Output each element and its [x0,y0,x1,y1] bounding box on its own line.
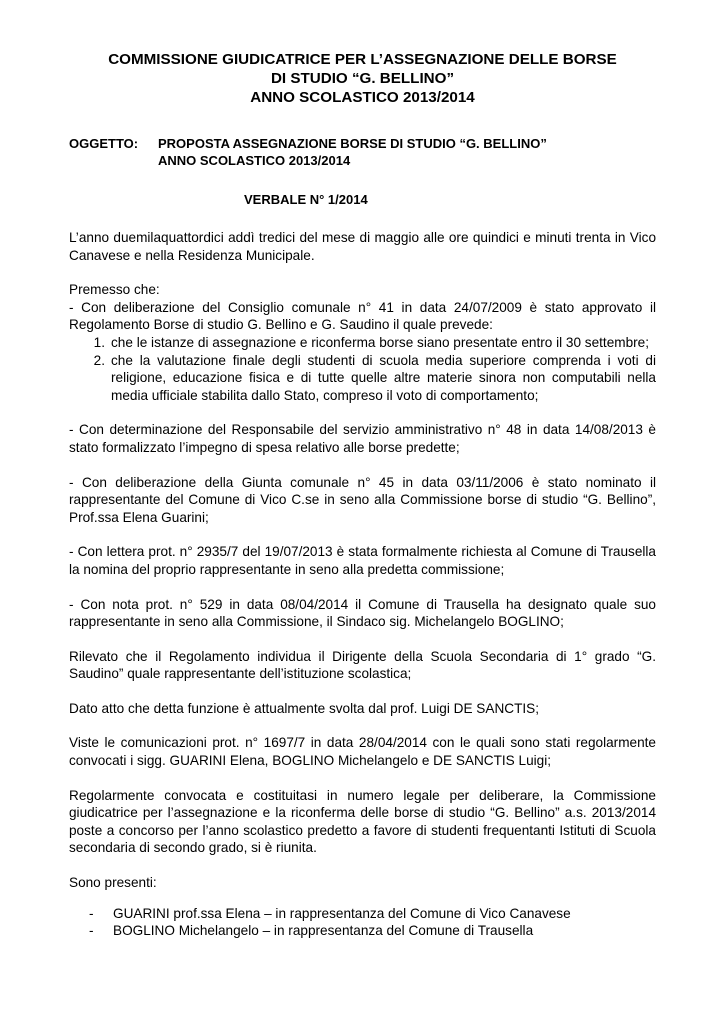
regolarmente-paragraph: Regolarmente convocata e costituitasi in numero legale per deliberare, la Commissione giudicatrice per l’assegnazione e la riconferma delle borse di studio “G. Bellino” a.s. 2013/2014 poste a concorso per l’anno scolastico predetto a favore di studenti frequentanti Istituti di Scuola secondaria di secondo grado, si è riunita. [69,787,656,856]
subject-text [158,135,547,169]
list-item [69,922,656,940]
list-text: che le istanze di assegnazione e riconferma borse siano presentate entro il 30 settembre; [111,334,650,350]
list-item [69,352,656,405]
subject-label: OGGETTO: [69,136,139,151]
list-item [69,334,656,352]
premesso-paragraph: - Con deliberazione del Consiglio comunale n° 41 in data 24/07/2009 è stato approvato il Regolamento Borse di studio G. Bellino e G. Saudino il quale prevede: [69,299,656,333]
list-dash: - [89,923,94,939]
viste-paragraph: Viste le comunicazioni prot. n° 1697/7 in data 28/04/2014 con le quali sono stati regolarmente convocati i sigg. GUARINI Elena, BOGLINO Michelangelo e DE SANCTIS Luigi; [69,735,656,769]
dato-atto-paragraph: Dato atto che detta funzione è attualmente svolta dal prof. Luigi DE SANCTIS; [69,700,539,716]
list-number: 1. [93,334,105,350]
nota-paragraph: - Con nota prot. n° 529 in data 08/04/2014 il Comune di Trausella ha designato quale suo rappresentante in seno alla Commissione, il Sindaco sig. Michelangelo BOGLINO; [69,596,656,630]
determinazione-paragraph: - Con determinazione del Responsabile del servizio amministrativo n° 48 in data 14/08/2013 è stato formalizzato l’impegno di spesa relativo alle borse predette; [69,422,656,455]
giunta-paragraph: - Con deliberazione della Giunta comunale n° 45 in data 03/11/2006 è stato nominato il rappresentante del Comune di Vico C.se in seno alla Commissione borse di studio “G. Bellino”, Prof.ssa Elena Guarini; [69,474,656,525]
subject-block [69,135,656,169]
presenti-label: Sono presenti: [69,875,157,891]
subject-line-1: PROPOSTA ASSEGNAZIONE BORSE DI STUDIO “G. BELLINO” [158,136,547,151]
list-number: 2. [93,352,105,368]
regulation-list [69,334,656,404]
list-dash: - [89,905,94,921]
attendee-text: GUARINI prof.ssa Elena – in rappresentanza del Comune di Vico Canavese [113,905,571,921]
attendee-text: BOGLINO Michelangelo – in rappresentanza del Comune di Trausella [113,923,534,939]
list-text: che la valutazione finale degli studenti di scuola media superiore comprenda i voti di religione, educazione fisica e di tutte quelle altre materie sinora non computabili nella media ufficiale stabilita dallo Stato, compreso il voto di comportamento; [111,352,656,403]
title-line-3: ANNO SCOLASTICO 2013/2014 [250,89,475,106]
intro-paragraph: L’anno duemilaquattordici addì tredici del mese di maggio alle ore quindici e minuti trenta in Vico Canavese e nella Residenza Municipale. [69,230,656,263]
title-line-1: COMMISSIONE GIUDICATRICE PER L’ASSEGNAZIONE DELLE BORSE [108,51,617,68]
verbale-number: VERBALE N° 1/2014 [244,192,368,207]
title-line-2: DI STUDIO “G. BELLINO” [270,70,455,87]
attendees-list [69,905,656,940]
document-title [69,50,656,107]
premesso-label: Premesso che: [69,282,160,298]
list-item [69,905,656,923]
rilevato-paragraph: Rilevato che il Regolamento individua il Dirigente della Scuola Secondaria di 1° grado “G. Saudino” quale rappresentante dell’istituzione scolastica; [69,648,656,682]
subject-line-2: ANNO SCOLASTICO 2013/2014 [158,153,351,168]
lettera-paragraph: - Con lettera prot. n° 2935/7 del 19/07/2013 è stata formalmente richiesta al Comune di Trausella la nomina del proprio rappresentante in seno alla predetta commissione; [69,544,656,577]
